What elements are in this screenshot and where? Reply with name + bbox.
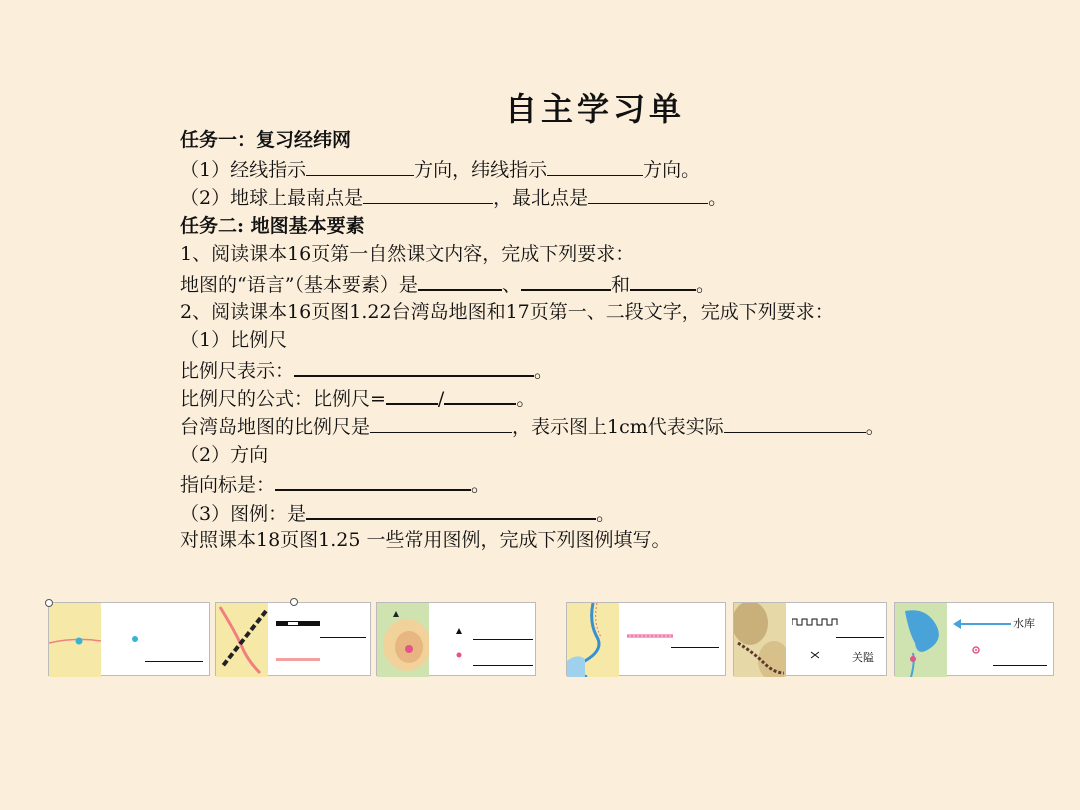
answer-line-peak[interactable] — [473, 639, 533, 640]
map-thumbnail-city — [49, 603, 101, 677]
blank-formula-denominator[interactable] — [444, 383, 516, 405]
legend-cell-peak — [376, 602, 536, 676]
resize-handle[interactable] — [290, 598, 298, 606]
answer-line-town[interactable] — [473, 665, 533, 666]
legend-cell-railway — [215, 602, 371, 676]
direction-definition: 指向标是： 。 — [180, 469, 1060, 498]
blank-direction-marker[interactable] — [275, 469, 471, 491]
legend-definition: （3）图例：是 。 — [180, 498, 1060, 527]
task2-item1: 1、阅读课本16页第一自然课文内容，完成下列要求： — [180, 243, 635, 266]
answer-line-spring[interactable] — [993, 665, 1047, 666]
answer-line-canal[interactable] — [671, 647, 719, 648]
blank-meridian-direction[interactable] — [306, 155, 414, 176]
answer-line-wall[interactable] — [836, 637, 884, 638]
legend-strip-left — [48, 602, 536, 676]
reservoir-symbol-icon — [953, 619, 1011, 629]
task1-heading: 任务一：复习经纬网 — [180, 129, 352, 151]
task1-q2: （2）地球上最南点是 ，最北点是 。 — [180, 183, 1060, 212]
pass-label: 关隘 — [852, 651, 874, 664]
peak-triangle-icon — [455, 627, 463, 635]
legend-task: 对照课本18页图1.25 一些常用图例，完成下列图例填写。 — [180, 529, 671, 552]
city-dot-icon — [131, 635, 139, 643]
task2-elements: 地图的“语言”（基本要素）是 、 和 。 — [180, 269, 1060, 298]
task2-item2: 2、阅读课本16页图1.22台湾岛地图和17页第一、二段文字，完成下列要求： — [180, 300, 834, 323]
boundary-symbol-icon — [276, 657, 320, 663]
blank-parallel-direction[interactable] — [547, 155, 643, 176]
blank-actual-distance[interactable] — [724, 412, 866, 433]
legend-strip-right — [566, 602, 1054, 676]
blank-element-2[interactable] — [521, 269, 611, 291]
blank-southmost-point[interactable] — [363, 183, 493, 204]
blank-element-1[interactable] — [418, 269, 502, 291]
scale-definition: 比例尺表示： 。 — [180, 355, 1060, 384]
blank-element-3[interactable] — [630, 269, 696, 291]
map-thumbnail-wall — [734, 603, 786, 677]
page-title: 自主学习单 — [504, 90, 685, 128]
map-thumbnail-railway — [216, 603, 268, 677]
taiwan-scale: 台湾岛地图的比例尺是 ，表示图上1cm代表实际 。 — [180, 412, 1060, 441]
scale-heading: （1）比例尺 — [180, 329, 288, 352]
blank-taiwan-scale[interactable] — [370, 412, 512, 433]
wall-symbol-icon — [792, 617, 838, 627]
blank-formula-numerator[interactable] — [386, 383, 438, 405]
canal-symbol-icon — [627, 633, 673, 639]
worksheet-body — [180, 126, 1060, 555]
map-thumbnail-canal — [567, 603, 619, 677]
blank-northmost-point[interactable] — [588, 183, 708, 204]
answer-line-city[interactable] — [145, 661, 203, 662]
reservoir-label: 水库 — [1013, 617, 1035, 630]
scale-formula: 比例尺的公式：比例尺= / 。 — [180, 383, 1060, 412]
pass-symbol-icon — [810, 651, 820, 659]
legend-cell-reservoir — [894, 602, 1054, 676]
railway-symbol-icon — [276, 619, 320, 629]
legend-cell-wall — [733, 602, 887, 676]
task2-heading: 任务二: 地图基本要素 — [180, 214, 365, 237]
town-dot-icon — [455, 651, 463, 659]
selection-handle-left[interactable] — [45, 599, 53, 607]
legend-cell-city — [48, 602, 210, 676]
answer-line-railway[interactable] — [320, 637, 366, 638]
map-thumbnail-peak — [377, 603, 429, 677]
task1-q1: （1）经线指示 方向，纬线指示 方向。 — [180, 155, 1060, 184]
legend-cell-canal — [566, 602, 726, 676]
map-thumbnail-reservoir — [895, 603, 947, 677]
direction-heading: （2）方向 — [180, 443, 269, 466]
blank-scale-definition[interactable] — [294, 355, 534, 377]
spring-symbol-icon — [971, 645, 981, 655]
blank-legend-definition[interactable] — [306, 498, 596, 520]
